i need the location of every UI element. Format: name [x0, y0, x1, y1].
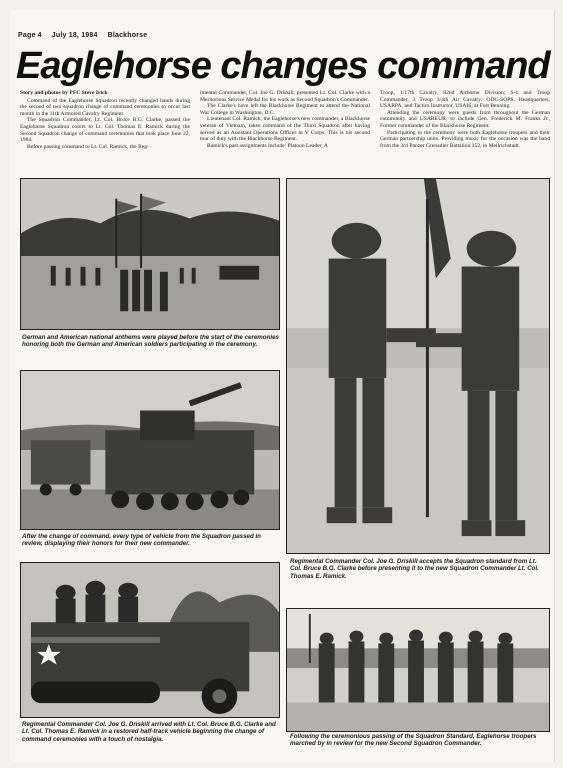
paragraph: Lieutenant Col. Ramick, the Eaglehorse's new commander, a Blackhorse veteran of Vietnam, takes command of the Third Squadron after having served as an Assistant Operations Officer in V Corps. This is his second tour of duty with the Blackhorse Regiment. — [200, 116, 370, 143]
photo-standard-passing — [286, 178, 550, 554]
byline: Story and photos by PFC Steve Irick — [20, 90, 108, 96]
article-column-1 — [20, 90, 190, 188]
page-folio — [18, 32, 218, 39]
newspaper-page — [10, 10, 555, 762]
photo-halftrack — [20, 562, 280, 718]
paragraph: imental Commander, Col. Joe G. Driskill, presented Lt. Col. Clarke with a Meritorious Service Medal for his work as Second Squadron's Commander. — [200, 90, 370, 103]
paragraph: Participating in the ceremony were both Eaglehorse troopers and their German partnership units. Providing music for the occasion was the band from the 3rd Panzer Grenadier Battalion 352, in Mellrichstadt. — [380, 129, 550, 149]
publication-name: Blackhorse — [107, 32, 148, 39]
article-column-3 — [380, 90, 550, 188]
issue-date: July 18, 1984 — [51, 32, 98, 39]
paragraph: Troop, 1/17th Cavalry, 82nd Airborne Division; S-1 and Troop Commander, 3 Troop 3/4th Air Cavalry; ODC-SOPS, Headquarters, USARPA, and Tactics Instructor, USAIS, at Fort Benning. — [380, 90, 550, 110]
photo-ceremony-flags — [20, 178, 280, 330]
paragraph: The Squadron Commander, Lt. Col. Bruce B.G. Clarke, passed the Eaglehorse Squadron colors to Lt. Col. Thomas E. Ramick during the Second Squadron change of command ceremonies that took place June 22, 1984. — [20, 117, 190, 144]
photo-vehicle-review — [20, 370, 280, 530]
article-body — [20, 90, 550, 188]
headline: Eaglehorse changes command — [16, 45, 550, 87]
paragraph: Attending the ceremony were guests from throughout the German community and USAREUR, to include Gen. Frederick M. Franks Jr., Former commander of the Blackhorse Regiment. — [380, 109, 550, 129]
caption-anthems: German and American national anthems were played before the start of the ceremonies honoring both the German and American soldiers participating in the ceremony. — [22, 334, 279, 349]
article-column-2 — [200, 90, 370, 188]
page-number: Page 4 — [18, 32, 42, 39]
paragraph: Command of the Eaglehorse Squadron recently changed hands during the second of two squadron change of command ceremonies to occur last month in the 11th Armored Cavalry Regiment. — [20, 97, 190, 117]
paragraph: The Clarke's have left the Blackhorse Regiment to attend the National War College in Washington, D.C. — [200, 103, 370, 116]
caption-vehicles: After the change of command, every type of vehicle from the Squadron passed in review, displaying their honors for their new commander. — [22, 533, 261, 548]
paragraph: Before passing command to Lt. Col. Ramick, the Reg- — [27, 143, 149, 150]
paragraph: Ramick's past assignments include: Platoon Leader, A — [207, 142, 328, 149]
caption-halftrack: Regimental Commander Col. Joe G. Driskill arrived with Lt. Col. Bruce B.G. Clarke and Lt. Col. Thomas E. Ramick in a restored half-track vehicle beginning the change of command ceremonies with a touch of nostalgia. — [22, 721, 276, 743]
caption-troopers: Following the ceremonious passing of the Squadron Standard, Eaglehorse troopers marched by in review for the new Second Squadron Commander. — [290, 733, 537, 748]
photo-troopers-review — [286, 608, 550, 732]
caption-standard: Regimental Commander Col. Joe G. Driskill accepts the Squadron standard from Lt. Col. Bruce B.G. Clarke before presenting it to the new Squadron Commander Lt. Col. Thomas E. Ramick. — [290, 558, 539, 580]
